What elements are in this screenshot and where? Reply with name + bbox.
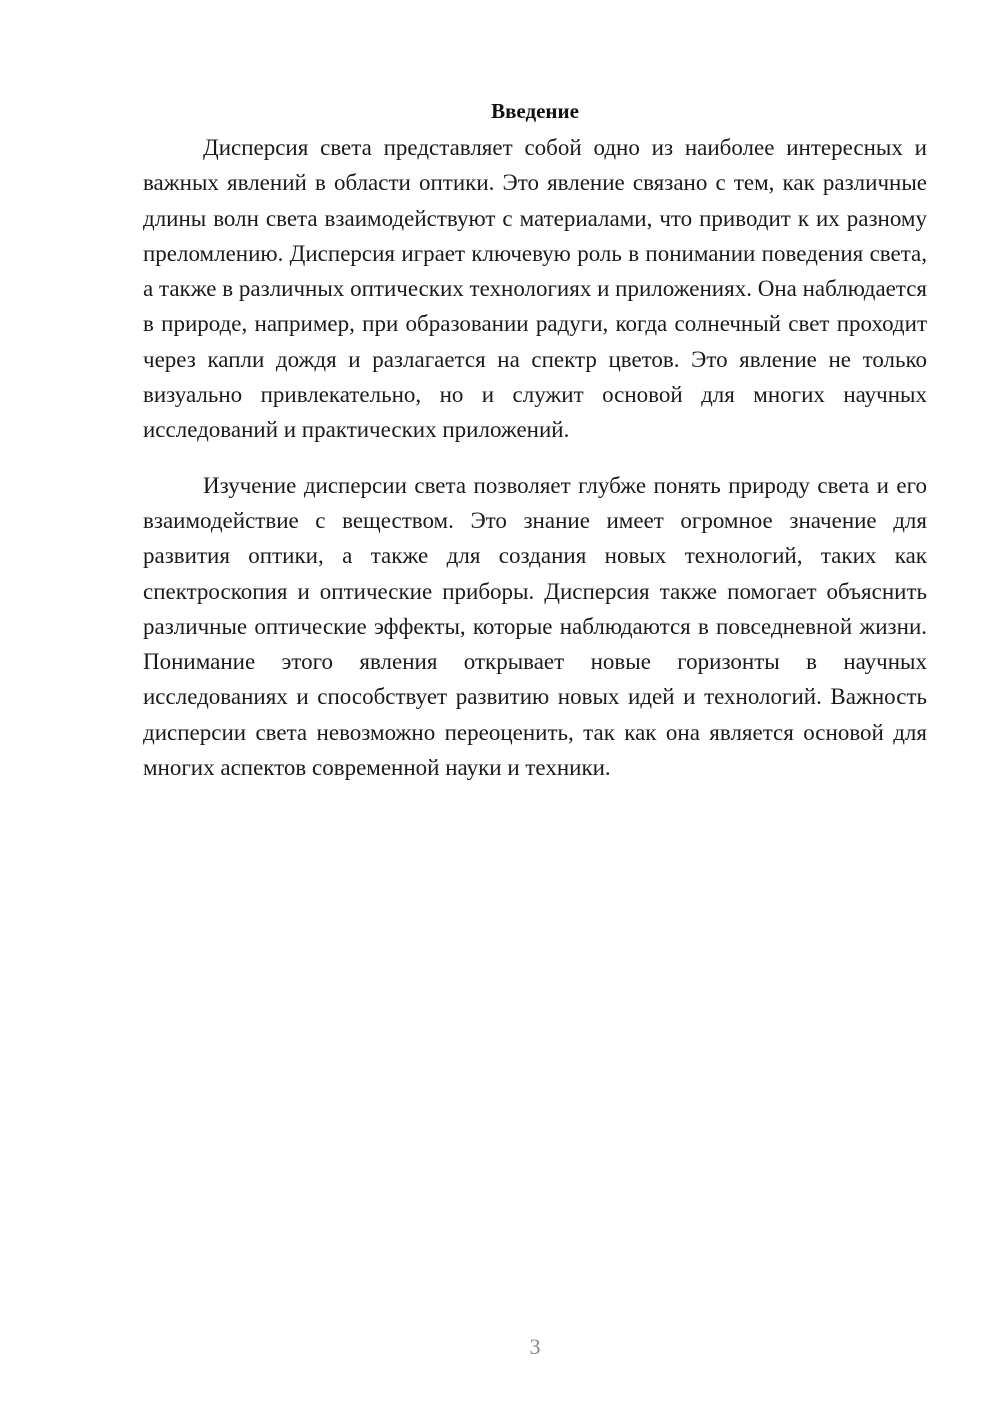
paragraph-introduction-2: Изучение дисперсии света позволяет глубже понять природу света и его взаимодействие с веществом. Это знание имеет огромное значение для развития оптики, а также для создания новых технологий, таких как спектроскопия и оптические приборы. Дисперсия также помогает объяснить различные оптические эффекты, которые наблюдаются в повседневной жизни. Понимание этого явления открывает новые горизонты в научных исследованиях и способствует развитию новых идей и технологий. Важность дисперсии света невозможно переоценить, так как она является основой для многих аспектов современной науки и техники. [143,472,927,781]
paragraph-introduction-1: Дисперсия света представляет собой одно из наиболее интересных и важных явлений в области оптики. Это явление связано с тем, как различные длины волн света взаимодействуют с материалами, что приводит к их разному преломлению. Дисперсия играет ключевую роль в понимании поведения света, а также в различных оптических технологиях и приложениях. Она наблюдается в природе, например, при образовании радуги, когда солнечный свет проходит через капли дождя и разлагается на спектр цветов. Это явление не только визуально привлекательно, но и служит основой для многих научных исследований и практических приложений. [143,135,927,443]
page-content [143,96,927,785]
section-title: Введение [491,99,579,123]
page-number: 3 [529,1334,541,1359]
